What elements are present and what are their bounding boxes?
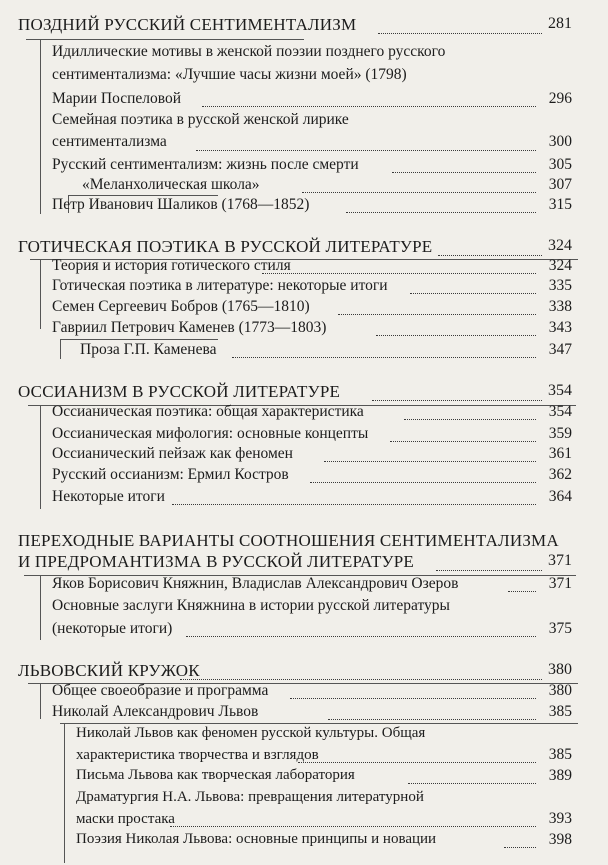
leader-dots [172, 504, 536, 505]
page-number: 300 [548, 133, 572, 150]
entry-title-line: Оссианическая мифология: основные концепты [52, 425, 369, 442]
leader-dots [410, 293, 536, 294]
entry-title-line: Гавриил Петрович Каменев (1773—1803) [52, 319, 327, 336]
entry-title-line: Основные заслуги Княжнина в истории русской литературы [52, 597, 450, 614]
leader-dots [290, 698, 536, 699]
entry-title-line: Семен Сергеевич Бобров (1765—1810) [52, 298, 310, 315]
leader-dots [378, 33, 542, 34]
page-number: 354 [548, 382, 572, 399]
entry-title-line: Поэзия Николая Львова: основные принципы и новации [76, 831, 437, 847]
page-number: 354 [548, 403, 572, 420]
page-number: 296 [548, 90, 572, 107]
entry-title-line: Николай Львов как феномен русской культуры. Общая [76, 725, 426, 741]
section-title: ГОТИЧЕСКАЯ ПОЭТИКА В РУССКОЙ ЛИТЕРАТУРЕ [18, 237, 433, 256]
entry-title-line: Некоторые итоги [52, 488, 165, 505]
entry-title-line: Русский оссианизм: Ермил Костров [52, 466, 289, 483]
leader-dots [504, 847, 536, 848]
entry-title-line: Марии Поспеловой [52, 90, 182, 107]
entry-title-line: Идиллические мотивы в женской поэзии позднего русского [52, 43, 446, 60]
leader-dots [302, 192, 536, 193]
page-number: 371 [548, 575, 572, 592]
leader-dots [376, 335, 536, 336]
entry-title-line: Общее своеобразие и программа [52, 682, 269, 699]
entry-title-line: Николай Александрович Львов [52, 703, 259, 720]
leader-dots [438, 255, 542, 256]
page-number: 347 [548, 341, 572, 358]
leader-dots [186, 636, 536, 637]
bracket-rule [60, 339, 61, 359]
leader-dots [436, 570, 542, 571]
page-number: 385 [548, 703, 572, 720]
page-number: 315 [548, 196, 572, 213]
entry-title-line: Яков Борисович Княжнин, Владислав Александрович Озеров [52, 575, 459, 592]
leader-dots [372, 400, 542, 401]
bracket-rule [40, 259, 41, 329]
entry-title-line: Проза Г.П. Каменева [80, 341, 217, 358]
section-title: ПОЗДНИЙ РУССКИЙ СЕНТИМЕНТАЛИЗМ [18, 15, 357, 34]
page-number: 362 [548, 466, 572, 483]
page-number: 375 [548, 620, 572, 637]
page-number: 380 [548, 682, 572, 699]
leader-dots [338, 314, 536, 315]
section-title: И ПРЕДРОМАНТИЗМА В РУССКОЙ ЛИТЕРАТУРЕ [18, 552, 415, 571]
underline-rule [60, 723, 578, 724]
underline-rule [60, 339, 218, 340]
entry-title-line: сентиментализма [52, 133, 167, 150]
entry-title-line: характеристика творчества и взглядов [76, 747, 319, 763]
page-number: 393 [548, 810, 572, 827]
entry-title-line: Драматургия Н.А. Львова: превращения литературной [76, 789, 424, 805]
page-number: 281 [548, 15, 572, 32]
leader-dots [170, 826, 536, 827]
leader-dots [392, 172, 536, 173]
page-number: 343 [548, 319, 572, 336]
entry-title-line: Петр Иванович Шаликов (1768—1852) [52, 196, 310, 213]
page-number: 361 [548, 445, 572, 462]
page-number: 389 [548, 767, 572, 784]
leader-dots [328, 719, 536, 720]
underline-rule [26, 39, 304, 40]
leader-dots [508, 591, 536, 592]
entry-title-line: Оссианическая поэтика: общая характеристика [52, 403, 364, 420]
bracket-rule [64, 723, 65, 863]
bracket-rule [40, 683, 41, 719]
section-title: ОССИАНИЗМ В РУССКОЙ ЛИТЕРАТУРЕ [18, 382, 341, 401]
bracket-rule [40, 575, 41, 640]
page-number: 335 [548, 277, 572, 294]
page-number: 324 [548, 257, 572, 274]
entry-title-line: Оссианический пейзаж как феномен [52, 445, 293, 462]
bracket-rule [40, 405, 41, 509]
leader-dots [196, 150, 536, 151]
page-number: 380 [548, 661, 572, 678]
entry-title-line: Семейная поэтика в русской женской лирике [52, 111, 349, 128]
entry-title-line: Письма Львова как творческая лаборатория [76, 767, 355, 783]
page-number: 305 [548, 156, 572, 173]
entry-title-line: «Меланхолическая школа» [82, 176, 260, 193]
page-number: 338 [548, 298, 572, 315]
entry-title-line: Русский сентиментализм: жизнь после смерти [52, 156, 359, 173]
leader-dots [390, 441, 536, 442]
entry-title-line: Готическая поэтика в литературе: некоторые итоги [52, 277, 388, 294]
entry-title-line: маски простака [76, 811, 175, 827]
leader-dots [298, 762, 536, 763]
leader-dots [202, 106, 536, 107]
leader-dots [324, 461, 536, 462]
page-number: 307 [548, 176, 572, 193]
leader-dots [262, 273, 536, 274]
bracket-rule [40, 39, 41, 214]
leader-dots [408, 783, 536, 784]
entry-title-line: (некоторые итоги) [52, 620, 173, 637]
leader-dots [180, 679, 542, 680]
leader-dots [310, 482, 536, 483]
page-number: 398 [548, 831, 572, 848]
page-number: 371 [548, 552, 572, 569]
section-title: ПЕРЕХОДНЫЕ ВАРИАНТЫ СООТНОШЕНИЯ СЕНТИМЕНТАЛИЗМА [18, 531, 559, 550]
section-title: ЛЬВОВСКИЙ КРУЖОК [18, 661, 200, 680]
entry-title-line: Теория и история готического стиля [52, 257, 291, 274]
page-number: 359 [548, 425, 572, 442]
leader-dots [232, 357, 536, 358]
leader-dots [346, 212, 536, 213]
entry-title-line: сентиментализма: «Лучшие часы жизни моей» (1798) [52, 66, 407, 83]
page-number: 385 [548, 746, 572, 763]
leader-dots [404, 419, 536, 420]
page-number: 364 [548, 488, 572, 505]
page-number: 324 [548, 237, 572, 254]
